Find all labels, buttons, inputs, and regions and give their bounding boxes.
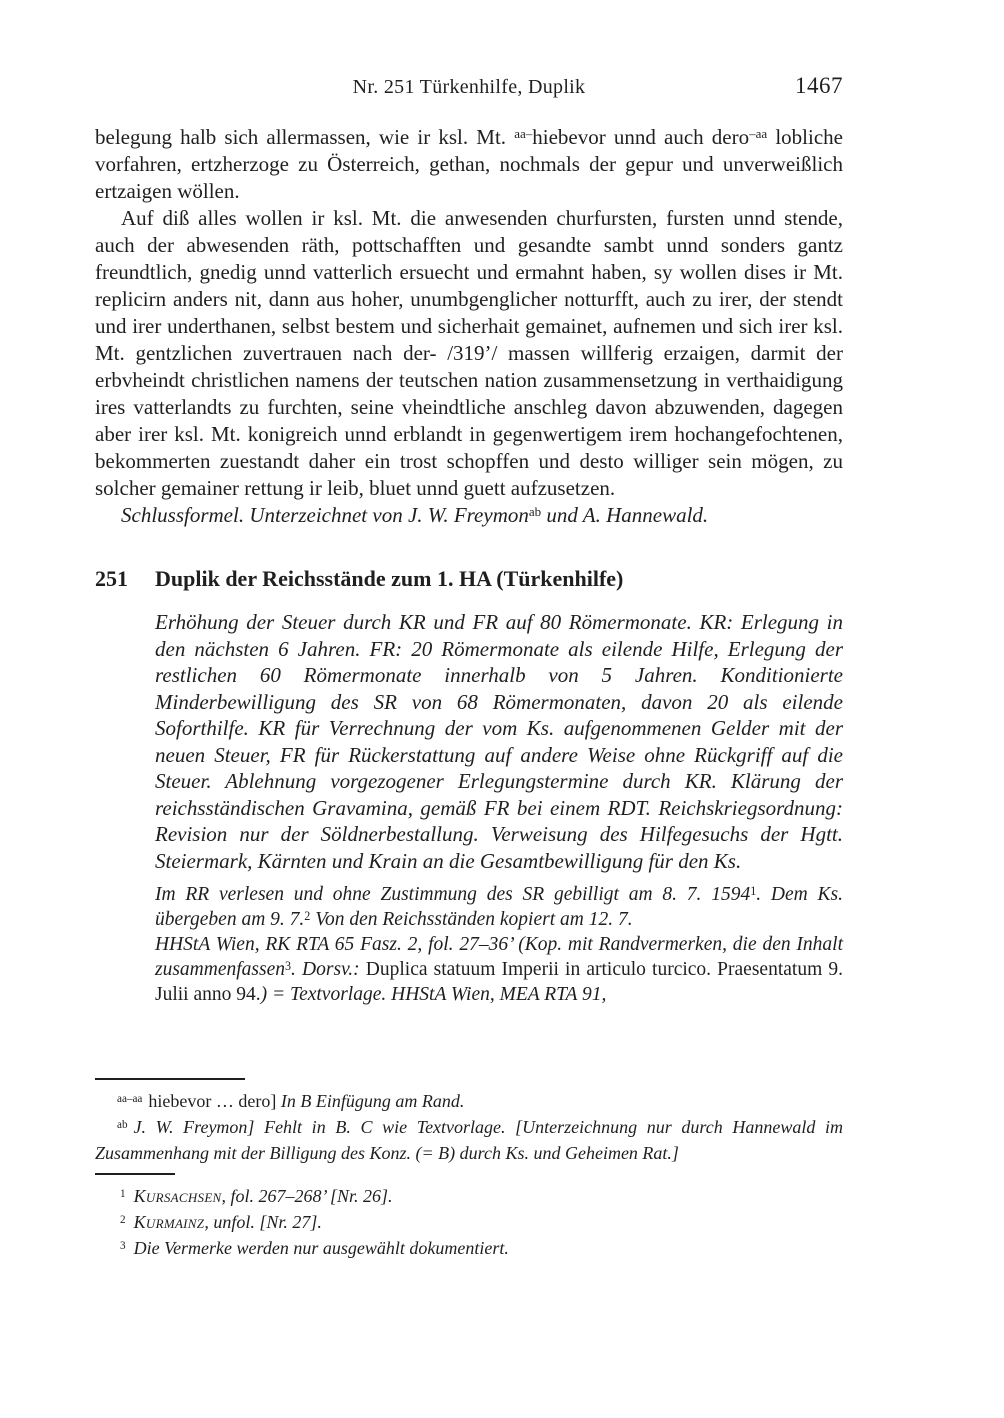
- variant-lemma: hiebevor … dero]: [148, 1091, 281, 1111]
- entry-heading: [95, 565, 843, 593]
- text-segment: lobliche vorfahren, ertzherzoge zu Österreich, gethan, nochmals der gepur und unverweißlich ertzaigen wöllen.: [95, 125, 843, 203]
- provenance-source: [155, 932, 843, 1007]
- variant-note-aa: [95, 1088, 843, 1114]
- variant-sigla: aa–aa: [117, 1092, 143, 1105]
- footnote-divider: [95, 1173, 175, 1175]
- running-title: Nr. 251 Türkenhilfe, Duplik: [352, 76, 586, 98]
- variant-marker-ab: ab: [528, 504, 542, 520]
- footnote-1: [95, 1183, 843, 1209]
- entry-summary: Erhöhung der Steuer durch KR und FR auf 80 Römermonate. KR: Erlegung in den nächsten 6 Jahren. FR: 20 Römermonate als eilende Hilfe, Erlegung der restlichen 60 Römermonate innerhalb von 5 Jahren. Konditionierte Minderbewilligung des SR von 68 Römermonaten, davon 20 als eilende Soforthilfe. KR für Verrechnung der vom Ks. aufgenommenen Gelder mit der neuen Steuer, FR für Rückerstattung auf andere Weise ohne Rückgriff auf die Steuer. Ablehnung vorgezogener Erlegungstermine durch KR. Klärung der reichsständischen Gravamina, gemäß FR bei einem RDT. Reichskriegsordnung: Revision nur der Söldnerbestallung. Verweisung des Hilfegesuchs der Hgtt. Steiermark, Kärnten und Krain an die Gesamtbewilligung für den Ks.: [155, 610, 843, 873]
- entry-251: [95, 565, 843, 1007]
- footnote-number: 2: [120, 1213, 126, 1226]
- archive-name: Kurmainz: [133, 1212, 205, 1232]
- footnote-number: 1: [120, 1187, 126, 1200]
- provenance-dates: [155, 882, 843, 932]
- text-segment: . Dorsv.:: [291, 959, 366, 980]
- provenance-note: [155, 882, 843, 1007]
- footnote-marker-2: 2: [304, 908, 311, 923]
- variant-apparatus-divider: [95, 1078, 245, 1080]
- text-segment: Schlussformel. Unterzeichnet von J. W. Freymon: [121, 503, 529, 527]
- variant-note-ab: [95, 1114, 843, 1166]
- footnote-text: , fol. 267–268’ [Nr. 26].: [221, 1186, 393, 1206]
- transcription-text: [95, 124, 843, 529]
- page-number: 1467: [795, 73, 843, 98]
- footnote-number: 3: [120, 1239, 126, 1252]
- text-segment: . Dem Ks. übergeben am 9. 7.: [155, 884, 843, 930]
- critical-apparatus: [95, 1078, 843, 1261]
- text-segment: ) = Textvorlage. HHStA Wien, MEA RTA 91,: [260, 984, 607, 1005]
- variant-marker-aa-end: –aa: [749, 126, 768, 142]
- footnote-text: , unfol. [Nr. 27].: [204, 1212, 322, 1232]
- footnote-2: [95, 1209, 843, 1235]
- text-segment: hiebevor unnd auch dero: [532, 125, 750, 149]
- variant-comment: In B Einfügung am Rand.: [280, 1091, 465, 1111]
- footnote-marker-3: 3: [285, 958, 292, 973]
- variant-marker-aa-start: aa–: [514, 126, 533, 142]
- text-segment: belegung halb sich allermassen, wie ir ksl. Mt.: [95, 125, 515, 149]
- footnote-3: [95, 1235, 843, 1261]
- variant-comment: J. W. Freymon] Fehlt in B. C wie Textvorlage. [Unterzeichnung nur durch Hannewald im Zusammenhang mit der Billigung des Konz. (= B) durch Ks. und Geheimen Rat.]: [95, 1117, 843, 1163]
- page-header: [95, 73, 843, 102]
- footnote-marker-1: 1: [750, 883, 757, 898]
- text-segment: und A. Hannewald.: [541, 503, 709, 527]
- dorsal-note-quote: Duplica statuum Imperii in articulo turcico. Praesentatum 9. Julii anno 94.: [155, 959, 843, 1005]
- paragraph-continuation: [95, 124, 843, 205]
- text-segment: Von den Reichsständen kopiert am 12. 7.: [310, 909, 633, 930]
- footnote-text: Die Vermerke werden nur ausgewählt dokumentiert.: [133, 1238, 509, 1258]
- paragraph: Auf diß alles wollen ir ksl. Mt. die anwesenden churfursten, fursten unnd stende, auch der abwesenden räth, pottschafften und gesandte sambt unnd sonders gantz freundtlich, gnedig unnd vatterlich ersuecht und ermahnt haben, sy wollen dises ir Mt. replicirn anders nit, dann aus hoher, unumbgenglicher notturfft, auch zu irer, der stendt und irer underthanen, selbst bestem und sicherhait gemainet, aufnemen und sich irer ksl. Mt. gentzlichen zuvertrauen nach der- /319’/ massen willferig erzaigen, darmit der erbvheindt christlichen namens der teutschen nation zusammensetzung in verthaidigung ires vatterlandts zu furchten, seine vheindtliche anschleg davon abzuwenden, dagegen aber irer ksl. Mt. konigreich unnd erblandt in gegenwertigem irem hochangefochtenen, bekommerten zuestandt daher ein trost schopffen und desto williger sein mögen, zu solcher gemainer rettung ir leib, bluet unnd guett aufzusetzen.: [95, 206, 843, 500]
- archive-name: Kursachsen: [133, 1186, 222, 1206]
- entry-number: 251: [95, 566, 128, 591]
- text-segment: Im RR verlesen und ohne Zustimmung des SR gebilligt am 8. 7. 1594: [155, 884, 751, 905]
- variant-sigla: ab: [117, 1118, 128, 1131]
- text-segment: HHStA Wien, RK RTA 65 Fasz. 2, fol. 27–36’ (Kop. mit Randvermerken, die den Inhalt zusammenfassen: [155, 934, 843, 980]
- closing-formula: [95, 502, 843, 529]
- entry-title: Duplik der Reichsstände zum 1. HA (Türkenhilfe): [155, 566, 624, 591]
